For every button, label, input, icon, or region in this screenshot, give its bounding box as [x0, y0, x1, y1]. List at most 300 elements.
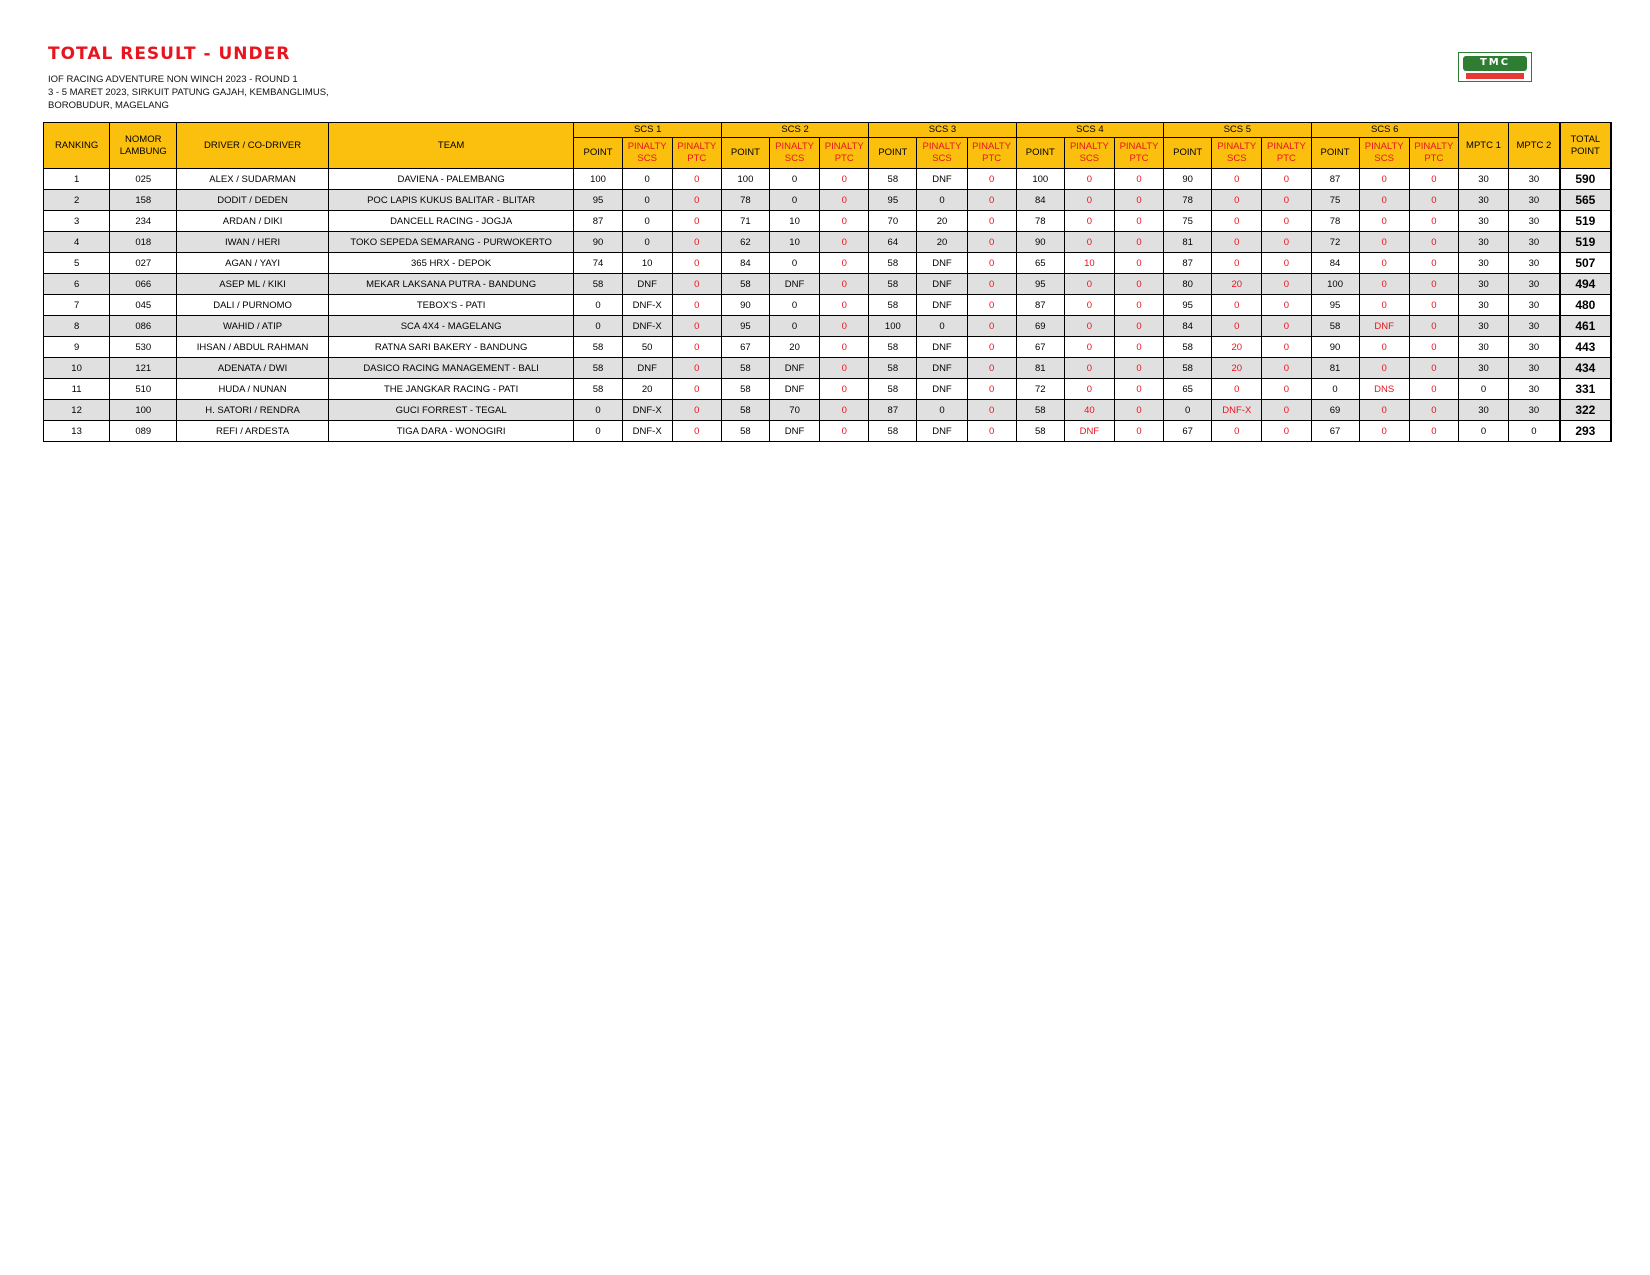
cell-scs-4-pinalty-ptc: 0 — [1114, 400, 1163, 421]
cell-scs-5-pinalty-ptc: 0 — [1262, 232, 1311, 253]
header-scs-4-pinalty-scs: PINALTY SCS — [1064, 138, 1114, 169]
cell-nomor-lambung: 510 — [110, 379, 177, 400]
cell-scs-6-pinalty-ptc: 0 — [1409, 421, 1458, 442]
cell-team: TIGA DARA - WONOGIRI — [328, 421, 574, 442]
event-info — [48, 73, 329, 112]
cell-scs-5-pinalty-scs: 0 — [1212, 295, 1262, 316]
cell-scs-3-pinalty-scs: DNF — [917, 379, 967, 400]
cell-scs-3-point: 58 — [869, 274, 917, 295]
cell-scs-4-pinalty-ptc: 0 — [1114, 358, 1163, 379]
cell-scs-1-pinalty-ptc: 0 — [672, 253, 721, 274]
table-row — [44, 295, 1612, 316]
cell-scs-4-pinalty-ptc: 0 — [1114, 232, 1163, 253]
cell-scs-4-point: 87 — [1016, 295, 1064, 316]
cell-mptc-1: 30 — [1458, 190, 1508, 211]
cell-scs-4-pinalty-ptc: 0 — [1114, 211, 1163, 232]
cell-scs-6-pinalty-ptc: 0 — [1409, 169, 1458, 190]
cell-nomor-lambung: 234 — [110, 211, 177, 232]
cell-scs-5-point: 90 — [1164, 169, 1212, 190]
cell-scs-2-pinalty-ptc: 0 — [820, 169, 869, 190]
cell-scs-5-point: 81 — [1164, 232, 1212, 253]
cell-scs-5-pinalty-scs: 0 — [1212, 316, 1262, 337]
cell-scs-6-point: 75 — [1311, 190, 1359, 211]
cell-scs-1-point: 90 — [574, 232, 622, 253]
cell-scs-6-point: 78 — [1311, 211, 1359, 232]
cell-nomor-lambung: 027 — [110, 253, 177, 274]
cell-scs-6-pinalty-scs: 0 — [1359, 169, 1409, 190]
table-row — [44, 232, 1612, 253]
cell-nomor-lambung: 066 — [110, 274, 177, 295]
header-scs-1: SCS 1 — [574, 123, 721, 138]
header-scs-4: SCS 4 — [1016, 123, 1163, 138]
cell-scs-4-pinalty-scs: 0 — [1064, 274, 1114, 295]
cell-scs-1-point: 58 — [574, 337, 622, 358]
cell-scs-5-pinalty-ptc: 0 — [1262, 379, 1311, 400]
cell-scs-6-pinalty-scs: 0 — [1359, 400, 1409, 421]
cell-scs-2-point: 58 — [721, 274, 769, 295]
cell-scs-3-pinalty-scs: DNF — [917, 274, 967, 295]
cell-nomor-lambung: 018 — [110, 232, 177, 253]
table-row — [44, 190, 1612, 211]
table-row — [44, 400, 1612, 421]
cell-scs-6-pinalty-scs: 0 — [1359, 421, 1409, 442]
cell-scs-4-pinalty-ptc: 0 — [1114, 169, 1163, 190]
cell-ranking: 4 — [44, 232, 110, 253]
cell-scs-1-point: 95 — [574, 190, 622, 211]
cell-scs-2-pinalty-scs: 0 — [770, 253, 820, 274]
cell-scs-3-pinalty-ptc: 0 — [967, 169, 1016, 190]
cell-team: GUCI FORREST - TEGAL — [328, 400, 574, 421]
header-scs-4-pinalty-ptc: PINALTY PTC — [1114, 138, 1163, 169]
cell-scs-2-pinalty-scs: DNF — [770, 274, 820, 295]
cell-scs-5-point: 75 — [1164, 211, 1212, 232]
cell-scs-3-pinalty-scs: 0 — [917, 316, 967, 337]
table-row — [44, 379, 1612, 400]
cell-scs-2-pinalty-ptc: 0 — [820, 316, 869, 337]
cell-total-point: 480 — [1560, 295, 1611, 316]
cell-scs-4-pinalty-scs: 0 — [1064, 316, 1114, 337]
cell-mptc-2: 30 — [1509, 316, 1560, 337]
header-scs-2-point: POINT — [721, 138, 769, 169]
cell-scs-5-pinalty-scs: 0 — [1212, 253, 1262, 274]
cell-scs-5-pinalty-scs: 0 — [1212, 379, 1262, 400]
cell-scs-2-point: 62 — [721, 232, 769, 253]
cell-scs-6-pinalty-scs: 0 — [1359, 274, 1409, 295]
header-ranking: RANKING — [44, 123, 110, 169]
cell-mptc-1: 0 — [1458, 379, 1508, 400]
cell-nomor-lambung: 045 — [110, 295, 177, 316]
cell-scs-6-pinalty-ptc: 0 — [1409, 190, 1458, 211]
cell-scs-6-point: 87 — [1311, 169, 1359, 190]
cell-driver: H. SATORI / RENDRA — [177, 400, 328, 421]
cell-scs-2-point: 67 — [721, 337, 769, 358]
cell-scs-2-point: 100 — [721, 169, 769, 190]
cell-scs-1-pinalty-scs: 0 — [622, 169, 672, 190]
cell-scs-6-pinalty-ptc: 0 — [1409, 316, 1458, 337]
cell-scs-3-pinalty-ptc: 0 — [967, 421, 1016, 442]
cell-scs-2-pinalty-ptc: 0 — [820, 232, 869, 253]
cell-scs-4-point: 67 — [1016, 337, 1064, 358]
table-row — [44, 358, 1612, 379]
cell-nomor-lambung: 089 — [110, 421, 177, 442]
cell-team: TOKO SEPEDA SEMARANG - PURWOKERTO — [328, 232, 574, 253]
cell-total-point: 507 — [1560, 253, 1611, 274]
cell-scs-2-point: 84 — [721, 253, 769, 274]
cell-scs-6-point: 84 — [1311, 253, 1359, 274]
cell-scs-1-pinalty-scs: DNF-X — [622, 421, 672, 442]
cell-scs-3-point: 58 — [869, 253, 917, 274]
cell-scs-2-pinalty-scs: 10 — [770, 211, 820, 232]
cell-scs-4-pinalty-scs: 0 — [1064, 295, 1114, 316]
cell-scs-6-pinalty-scs: 0 — [1359, 190, 1409, 211]
cell-ranking: 11 — [44, 379, 110, 400]
cell-mptc-1: 30 — [1458, 337, 1508, 358]
cell-scs-3-pinalty-ptc: 0 — [967, 379, 1016, 400]
cell-driver: IHSAN / ABDUL RAHMAN — [177, 337, 328, 358]
cell-scs-3-pinalty-ptc: 0 — [967, 253, 1016, 274]
header-scs-6-pinalty-ptc: PINALTY PTC — [1409, 138, 1458, 169]
cell-total-point: 519 — [1560, 232, 1611, 253]
cell-scs-3-point: 58 — [869, 421, 917, 442]
cell-scs-4-pinalty-scs: 40 — [1064, 400, 1114, 421]
header-scs-5-pinalty-scs: PINALTY SCS — [1212, 138, 1262, 169]
header-scs-1-pinalty-scs: PINALTY SCS — [622, 138, 672, 169]
cell-scs-1-pinalty-scs: 0 — [622, 190, 672, 211]
cell-scs-6-point: 58 — [1311, 316, 1359, 337]
cell-scs-1-pinalty-scs: 0 — [622, 232, 672, 253]
page-title: TOTAL RESULT - UNDER — [48, 44, 291, 64]
cell-scs-2-pinalty-ptc: 0 — [820, 295, 869, 316]
cell-ranking: 6 — [44, 274, 110, 295]
cell-scs-5-pinalty-scs: 0 — [1212, 421, 1262, 442]
cell-scs-2-point: 58 — [721, 358, 769, 379]
cell-scs-3-pinalty-scs: DNF — [917, 337, 967, 358]
cell-mptc-2: 30 — [1509, 379, 1560, 400]
cell-scs-1-pinalty-ptc: 0 — [672, 358, 721, 379]
table-row — [44, 274, 1612, 295]
cell-ranking: 1 — [44, 169, 110, 190]
cell-scs-4-point: 58 — [1016, 421, 1064, 442]
cell-scs-4-point: 90 — [1016, 232, 1064, 253]
cell-scs-5-point: 78 — [1164, 190, 1212, 211]
cell-scs-4-pinalty-scs: 0 — [1064, 337, 1114, 358]
cell-scs-1-point: 0 — [574, 295, 622, 316]
cell-nomor-lambung: 158 — [110, 190, 177, 211]
header-driver: DRIVER / CO-DRIVER — [177, 123, 328, 169]
cell-scs-4-point: 95 — [1016, 274, 1064, 295]
cell-scs-1-pinalty-ptc: 0 — [672, 274, 721, 295]
cell-scs-4-point: 72 — [1016, 379, 1064, 400]
cell-scs-4-pinalty-scs: DNF — [1064, 421, 1114, 442]
cell-scs-6-point: 0 — [1311, 379, 1359, 400]
cell-mptc-1: 30 — [1458, 169, 1508, 190]
cell-scs-6-pinalty-scs: 0 — [1359, 232, 1409, 253]
header-scs-6-pinalty-scs: PINALTY SCS — [1359, 138, 1409, 169]
cell-scs-4-pinalty-scs: 0 — [1064, 232, 1114, 253]
cell-scs-3-pinalty-scs: 0 — [917, 190, 967, 211]
cell-mptc-2: 30 — [1509, 400, 1560, 421]
cell-scs-3-pinalty-ptc: 0 — [967, 211, 1016, 232]
cell-scs-6-pinalty-ptc: 0 — [1409, 211, 1458, 232]
cell-scs-6-pinalty-scs: 0 — [1359, 295, 1409, 316]
table-row — [44, 421, 1612, 442]
cell-scs-2-pinalty-ptc: 0 — [820, 358, 869, 379]
cell-scs-1-point: 58 — [574, 379, 622, 400]
cell-driver: IWAN / HERI — [177, 232, 328, 253]
cell-scs-1-pinalty-ptc: 0 — [672, 400, 721, 421]
header-scs-3-pinalty-scs: PINALTY SCS — [917, 138, 967, 169]
cell-scs-4-point: 84 — [1016, 190, 1064, 211]
cell-scs-2-pinalty-ptc: 0 — [820, 274, 869, 295]
cell-scs-6-pinalty-scs: 0 — [1359, 211, 1409, 232]
cell-ranking: 9 — [44, 337, 110, 358]
cell-mptc-1: 30 — [1458, 253, 1508, 274]
cell-scs-6-pinalty-scs: DNF — [1359, 316, 1409, 337]
cell-scs-4-pinalty-ptc: 0 — [1114, 253, 1163, 274]
cell-scs-1-point: 0 — [574, 400, 622, 421]
cell-scs-5-point: 67 — [1164, 421, 1212, 442]
cell-scs-5-pinalty-ptc: 0 — [1262, 295, 1311, 316]
event-name: IOF RACING ADVENTURE NON WINCH 2023 - ROUND 1 — [48, 74, 298, 85]
cell-scs-3-point: 58 — [869, 337, 917, 358]
cell-scs-6-pinalty-ptc: 0 — [1409, 295, 1458, 316]
cell-scs-3-pinalty-ptc: 0 — [967, 295, 1016, 316]
cell-scs-1-pinalty-ptc: 0 — [672, 232, 721, 253]
cell-scs-2-point: 78 — [721, 190, 769, 211]
cell-scs-1-pinalty-ptc: 0 — [672, 379, 721, 400]
header-scs-6-point: POINT — [1311, 138, 1359, 169]
cell-total-point: 322 — [1560, 400, 1611, 421]
cell-total-point: 461 — [1560, 316, 1611, 337]
header-scs-3-pinalty-ptc: PINALTY PTC — [967, 138, 1016, 169]
cell-scs-3-point: 58 — [869, 379, 917, 400]
cell-scs-4-pinalty-ptc: 0 — [1114, 190, 1163, 211]
cell-mptc-2: 30 — [1509, 274, 1560, 295]
cell-team: DANCELL RACING - JOGJA — [328, 211, 574, 232]
cell-scs-6-pinalty-ptc: 0 — [1409, 337, 1458, 358]
cell-scs-5-pinalty-ptc: 0 — [1262, 169, 1311, 190]
cell-scs-2-pinalty-ptc: 0 — [820, 421, 869, 442]
table-row — [44, 337, 1612, 358]
cell-total-point: 519 — [1560, 211, 1611, 232]
table-row — [44, 211, 1612, 232]
cell-scs-2-point: 58 — [721, 421, 769, 442]
cell-driver: ARDAN / DIKI — [177, 211, 328, 232]
cell-scs-1-pinalty-scs: DNF — [622, 274, 672, 295]
cell-scs-4-point: 78 — [1016, 211, 1064, 232]
cell-scs-4-point: 58 — [1016, 400, 1064, 421]
header-scs-4-point: POINT — [1016, 138, 1064, 169]
cell-scs-6-point: 69 — [1311, 400, 1359, 421]
cell-team: RATNA SARI BAKERY - BANDUNG — [328, 337, 574, 358]
cell-team: DAVIENA - PALEMBANG — [328, 169, 574, 190]
cell-scs-5-pinalty-scs: 20 — [1212, 358, 1262, 379]
cell-total-point: 434 — [1560, 358, 1611, 379]
cell-mptc-2: 0 — [1509, 421, 1560, 442]
cell-scs-1-point: 100 — [574, 169, 622, 190]
cell-scs-5-point: 0 — [1164, 400, 1212, 421]
cell-total-point: 590 — [1560, 169, 1611, 190]
cell-scs-2-pinalty-scs: 70 — [770, 400, 820, 421]
cell-scs-5-pinalty-scs: 20 — [1212, 274, 1262, 295]
cell-team: POC LAPIS KUKUS BALITAR - BLITAR — [328, 190, 574, 211]
cell-scs-5-pinalty-ptc: 0 — [1262, 358, 1311, 379]
cell-scs-5-pinalty-scs: 0 — [1212, 211, 1262, 232]
cell-scs-2-pinalty-ptc: 0 — [820, 253, 869, 274]
cell-driver: ALEX / SUDARMAN — [177, 169, 328, 190]
cell-nomor-lambung: 100 — [110, 400, 177, 421]
results-table — [43, 122, 1612, 442]
cell-team: SCA 4X4 - MAGELANG — [328, 316, 574, 337]
cell-scs-5-point: 84 — [1164, 316, 1212, 337]
cell-scs-4-point: 81 — [1016, 358, 1064, 379]
table-row — [44, 316, 1612, 337]
cell-mptc-1: 30 — [1458, 400, 1508, 421]
cell-scs-5-point: 65 — [1164, 379, 1212, 400]
cell-scs-1-pinalty-ptc: 0 — [672, 295, 721, 316]
cell-scs-1-pinalty-ptc: 0 — [672, 190, 721, 211]
cell-scs-4-pinalty-ptc: 0 — [1114, 337, 1163, 358]
header-scs-5-point: POINT — [1164, 138, 1212, 169]
cell-driver: AGAN / YAYI — [177, 253, 328, 274]
cell-scs-6-point: 67 — [1311, 421, 1359, 442]
cell-scs-5-pinalty-ptc: 0 — [1262, 190, 1311, 211]
cell-scs-6-pinalty-ptc: 0 — [1409, 400, 1458, 421]
cell-scs-5-pinalty-scs: 0 — [1212, 169, 1262, 190]
cell-mptc-1: 30 — [1458, 295, 1508, 316]
header-scs-2-pinalty-scs: PINALTY SCS — [770, 138, 820, 169]
cell-scs-4-pinalty-ptc: 0 — [1114, 379, 1163, 400]
cell-scs-6-pinalty-scs: 0 — [1359, 253, 1409, 274]
cell-scs-2-pinalty-scs: 0 — [770, 190, 820, 211]
cell-scs-3-pinalty-scs: DNF — [917, 169, 967, 190]
cell-scs-1-pinalty-scs: DNF-X — [622, 316, 672, 337]
cell-scs-1-pinalty-scs: 20 — [622, 379, 672, 400]
cell-team: DASICO RACING MANAGEMENT - BALI — [328, 358, 574, 379]
cell-scs-6-pinalty-ptc: 0 — [1409, 274, 1458, 295]
cell-scs-1-pinalty-scs: 50 — [622, 337, 672, 358]
cell-scs-1-point: 0 — [574, 316, 622, 337]
cell-scs-3-point: 95 — [869, 190, 917, 211]
cell-total-point: 443 — [1560, 337, 1611, 358]
cell-nomor-lambung: 121 — [110, 358, 177, 379]
cell-scs-2-pinalty-scs: DNF — [770, 379, 820, 400]
cell-scs-2-pinalty-scs: 0 — [770, 169, 820, 190]
cell-scs-4-point: 100 — [1016, 169, 1064, 190]
cell-scs-3-pinalty-scs: DNF — [917, 421, 967, 442]
cell-scs-2-pinalty-scs: DNF — [770, 358, 820, 379]
cell-scs-5-pinalty-scs: 20 — [1212, 337, 1262, 358]
cell-nomor-lambung: 025 — [110, 169, 177, 190]
cell-mptc-2: 30 — [1509, 190, 1560, 211]
cell-ranking: 10 — [44, 358, 110, 379]
header-scs-1-point: POINT — [574, 138, 622, 169]
cell-scs-6-point: 90 — [1311, 337, 1359, 358]
cell-driver: HUDA / NUNAN — [177, 379, 328, 400]
cell-scs-5-pinalty-scs: DNF-X — [1212, 400, 1262, 421]
cell-scs-2-pinalty-scs: DNF — [770, 421, 820, 442]
cell-scs-4-pinalty-scs: 0 — [1064, 358, 1114, 379]
cell-scs-6-point: 72 — [1311, 232, 1359, 253]
header-total-point: TOTAL POINT — [1560, 123, 1611, 169]
cell-mptc-2: 30 — [1509, 337, 1560, 358]
cell-scs-3-pinalty-scs: 20 — [917, 232, 967, 253]
cell-scs-6-point: 100 — [1311, 274, 1359, 295]
cell-scs-4-pinalty-scs: 10 — [1064, 253, 1114, 274]
cell-scs-5-pinalty-scs: 0 — [1212, 232, 1262, 253]
cell-scs-2-pinalty-scs: 0 — [770, 295, 820, 316]
cell-scs-3-pinalty-scs: 20 — [917, 211, 967, 232]
cell-scs-1-point: 58 — [574, 274, 622, 295]
cell-scs-2-point: 58 — [721, 379, 769, 400]
cell-scs-5-pinalty-ptc: 0 — [1262, 337, 1311, 358]
cell-scs-2-pinalty-ptc: 0 — [820, 379, 869, 400]
cell-scs-5-pinalty-ptc: 0 — [1262, 316, 1311, 337]
cell-ranking: 8 — [44, 316, 110, 337]
cell-scs-6-pinalty-ptc: 0 — [1409, 379, 1458, 400]
cell-scs-1-point: 87 — [574, 211, 622, 232]
cell-scs-1-pinalty-ptc: 0 — [672, 337, 721, 358]
cell-scs-4-pinalty-ptc: 0 — [1114, 316, 1163, 337]
cell-scs-4-pinalty-ptc: 0 — [1114, 421, 1163, 442]
cell-scs-5-point: 95 — [1164, 295, 1212, 316]
header-scs-3-point: POINT — [869, 138, 917, 169]
cell-total-point: 565 — [1560, 190, 1611, 211]
cell-scs-1-pinalty-scs: DNF-X — [622, 295, 672, 316]
header-scs-6: SCS 6 — [1311, 123, 1458, 138]
cell-scs-4-pinalty-ptc: 0 — [1114, 295, 1163, 316]
header-mptc-2: MPTC 2 — [1509, 123, 1560, 169]
cell-scs-3-pinalty-ptc: 0 — [967, 232, 1016, 253]
cell-team: MEKAR LAKSANA PUTRA - BANDUNG — [328, 274, 574, 295]
header-scs-2: SCS 2 — [721, 123, 868, 138]
cell-scs-2-pinalty-ptc: 0 — [820, 190, 869, 211]
cell-scs-4-point: 69 — [1016, 316, 1064, 337]
header-scs-5: SCS 5 — [1164, 123, 1311, 138]
header-scs-5-pinalty-ptc: PINALTY PTC — [1262, 138, 1311, 169]
cell-scs-3-pinalty-ptc: 0 — [967, 400, 1016, 421]
cell-ranking: 2 — [44, 190, 110, 211]
cell-scs-3-point: 58 — [869, 295, 917, 316]
cell-team: THE JANGKAR RACING - PATI — [328, 379, 574, 400]
cell-mptc-2: 30 — [1509, 169, 1560, 190]
cell-scs-3-point: 58 — [869, 358, 917, 379]
cell-team: 365 HRX - DEPOK — [328, 253, 574, 274]
cell-driver: DODIT / DEDEN — [177, 190, 328, 211]
cell-scs-5-pinalty-ptc: 0 — [1262, 253, 1311, 274]
cell-scs-1-pinalty-ptc: 0 — [672, 421, 721, 442]
cell-scs-5-point: 58 — [1164, 358, 1212, 379]
cell-mptc-2: 30 — [1509, 358, 1560, 379]
cell-scs-6-point: 95 — [1311, 295, 1359, 316]
cell-scs-1-pinalty-ptc: 0 — [672, 211, 721, 232]
cell-scs-1-pinalty-ptc: 0 — [672, 316, 721, 337]
cell-scs-5-pinalty-scs: 0 — [1212, 190, 1262, 211]
cell-scs-5-point: 58 — [1164, 337, 1212, 358]
cell-mptc-1: 0 — [1458, 421, 1508, 442]
cell-scs-5-pinalty-ptc: 0 — [1262, 274, 1311, 295]
cell-scs-5-pinalty-ptc: 0 — [1262, 400, 1311, 421]
cell-mptc-2: 30 — [1509, 232, 1560, 253]
cell-scs-2-pinalty-scs: 0 — [770, 316, 820, 337]
cell-mptc-1: 30 — [1458, 211, 1508, 232]
cell-nomor-lambung: 530 — [110, 337, 177, 358]
cell-scs-2-pinalty-ptc: 0 — [820, 211, 869, 232]
tmc-logo-icon: TMC — [1458, 52, 1532, 82]
cell-scs-6-pinalty-ptc: 0 — [1409, 358, 1458, 379]
header-scs-1-pinalty-ptc: PINALTY PTC — [672, 138, 721, 169]
cell-scs-6-point: 81 — [1311, 358, 1359, 379]
